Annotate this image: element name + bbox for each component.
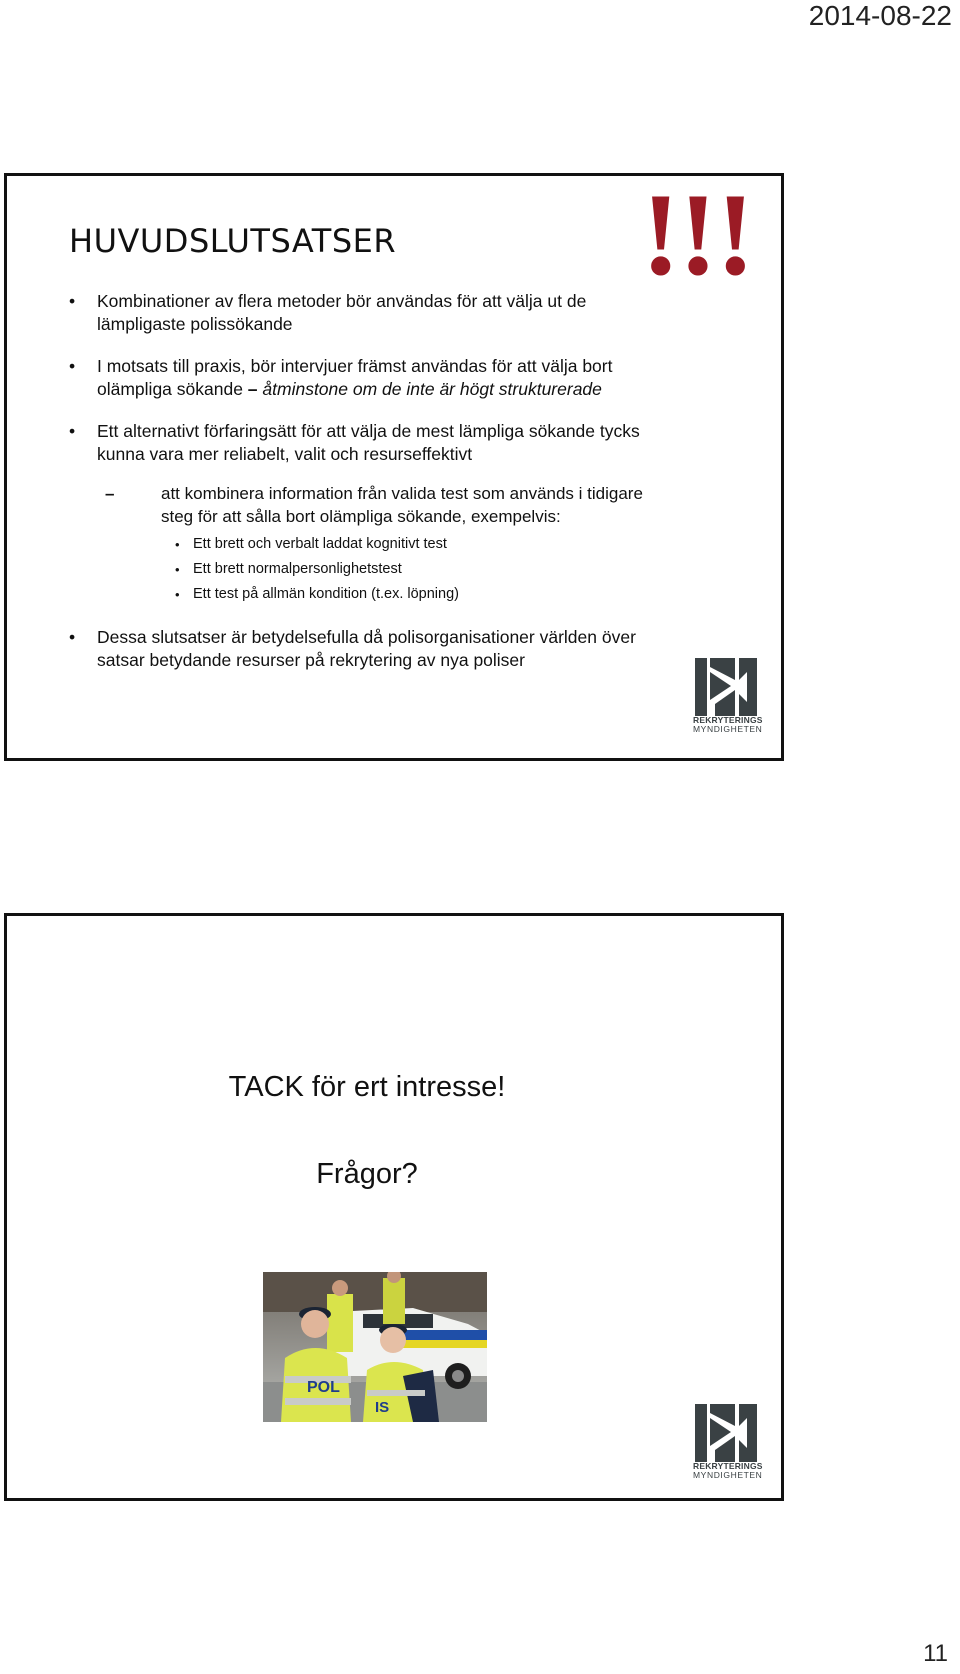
- sub-sub-item: • Ett brett och verbalt laddat kognitivt test: [161, 532, 667, 557]
- exclamation-marks: !!!: [641, 169, 753, 300]
- rekryteringsmyndigheten-logo: [693, 658, 763, 734]
- photo-vest-text: POL: [307, 1379, 340, 1396]
- photo-vest-text: IS: [375, 1399, 390, 1416]
- dash: –: [242, 379, 263, 399]
- bullet-item: [67, 626, 667, 672]
- thanks-text: TACK för ert intresse!: [228, 1071, 506, 1103]
- slide-title: HUVUDSLUTSATSER: [69, 222, 397, 260]
- bullet-text: Kombinationer av flera metoder bör användas för att välja ut de lämpligaste polissökande: [97, 291, 587, 334]
- bullet-item: [67, 355, 667, 401]
- questions-text: Frågor?: [316, 1158, 418, 1190]
- logo-text-line2: MYNDIGHETEN: [693, 724, 763, 734]
- sub-sub-list: [161, 532, 667, 607]
- bullet-item: [67, 290, 667, 336]
- sub-item: [97, 482, 667, 607]
- page-number: 11: [923, 1640, 948, 1667]
- conclusion-list: [67, 290, 667, 691]
- slide-conclusions: [4, 169, 784, 761]
- slide-thanks: [4, 913, 784, 1501]
- police-photo-illustration: [263, 1272, 487, 1422]
- logo-mark-icon: [695, 658, 757, 716]
- sub-sub-item: • Ett brett normalpersonlighetstest: [161, 557, 667, 582]
- sub-list: [97, 482, 667, 607]
- logo-mark-icon: [695, 1404, 757, 1462]
- logo-text-line2: MYNDIGHETEN: [693, 1470, 763, 1480]
- logo-text-line1: REKRYTERINGS: [693, 1461, 763, 1471]
- logo-text-line1: REKRYTERINGS: [693, 715, 763, 725]
- bullet-text: Dessa slutsatser är betydelsefulla då polisorganisationer världen över satsar betydande resurser på rekrytering av nya poliser: [97, 627, 636, 670]
- rekryteringsmyndigheten-logo: [693, 1404, 763, 1480]
- bullet-item: [67, 420, 667, 607]
- police-officers-photo: [263, 1272, 487, 1422]
- sub-item-text: att kombinera information från valida test som används i tidigare steg för att sålla bort olämpliga sökande, exempelvis:: [161, 484, 643, 526]
- sub-sub-item: • Ett test på allmän kondition (t.ex. löpning): [161, 582, 667, 607]
- bullet-text: I motsats till praxis, bör intervjuer främst användas för att välja bort olämpliga sökande: [97, 356, 613, 399]
- page-date: 2014-08-22: [808, 0, 952, 31]
- bullet-text: Ett alternativt förfaringsätt för att välja de mest lämpliga sökande tycks kunna vara mer reliabelt, valit och resurseffektivt: [97, 421, 640, 464]
- bullet-emphasis: åtminstone om de inte är högt strukturerade: [262, 379, 602, 399]
